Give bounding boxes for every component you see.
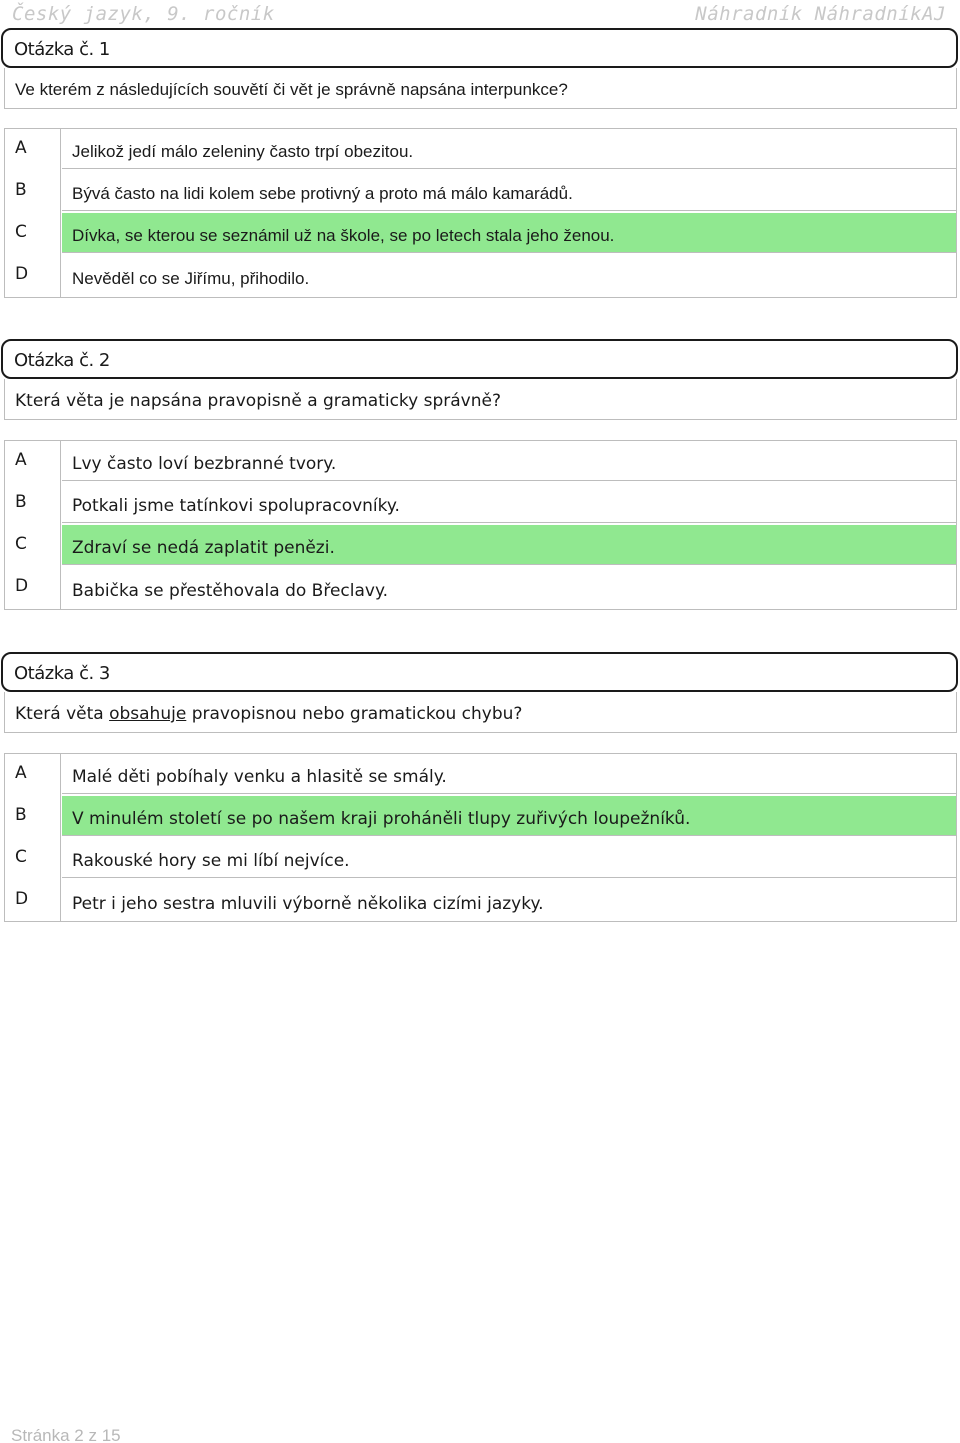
answer-letter: D xyxy=(15,264,29,284)
answer-option-text: Lvy často loví bezbranné tvory. xyxy=(72,454,337,474)
answer-option-correct[interactable] xyxy=(62,213,956,253)
answer-option-text: Petr i jeho sestra mluvili výborně několika cizími jazyky. xyxy=(72,894,544,914)
header-subject: Český jazyk, 9. ročník xyxy=(12,3,275,25)
answer-option[interactable] xyxy=(62,838,956,878)
answer-letter: D xyxy=(15,576,29,596)
answer-letter: A xyxy=(15,763,27,783)
answer-option[interactable] xyxy=(62,483,956,523)
answer-option-correct[interactable] xyxy=(62,796,956,836)
answer-letters xyxy=(5,441,61,609)
answer-letter: C xyxy=(15,534,27,554)
question-title: Otázka č. 1 xyxy=(1,28,958,68)
answer-letter: A xyxy=(15,138,27,158)
answer-letters xyxy=(5,754,61,921)
answer-letter: B xyxy=(15,805,27,825)
answer-option[interactable] xyxy=(62,880,956,920)
answer-letters xyxy=(5,129,61,297)
answer-option-text: Rakouské hory se mi líbí nejvíce. xyxy=(72,851,350,871)
question-text-emphasis: obsahuje xyxy=(109,704,187,724)
question-text: Ve kterém z následujících souvětí či vět je správně napsána interpunkce? xyxy=(4,68,957,109)
answer-table xyxy=(4,128,957,298)
answer-option-text: V minulém století se po našem kraji proháněli tlupy zuřivých loupežníků. xyxy=(72,809,691,829)
header-student-name: Náhradník NáhradníkAJ xyxy=(695,3,946,25)
answer-option-text: Jelikož jedí málo zeleniny často trpí obezitou. xyxy=(72,142,414,161)
answer-option-text: Potkali jsme tatínkovi spolupracovníky. xyxy=(72,496,400,516)
answer-option[interactable] xyxy=(62,129,956,169)
answer-letter: C xyxy=(15,847,27,867)
answer-option[interactable] xyxy=(62,255,956,295)
answer-letter: B xyxy=(15,180,27,200)
answer-option-text: Bývá často na lidi kolem sebe protivný a proto má málo kamarádů. xyxy=(72,184,573,203)
question-text-part: pravopisnou nebo gramatickou chybu? xyxy=(186,704,523,724)
answer-option-text: Malé děti pobíhaly venku a hlasitě se smály. xyxy=(72,767,447,787)
answer-letter: A xyxy=(15,450,27,470)
answer-option-text: Dívka, se kterou se seznámil už na škole, se po letech stala jeho ženou. xyxy=(72,226,615,245)
answer-letter: B xyxy=(15,492,27,512)
page-header xyxy=(0,0,960,28)
answer-table xyxy=(4,440,957,610)
question-title: Otázka č. 3 xyxy=(1,652,958,692)
question-text-part: Která věta xyxy=(15,704,110,724)
answer-option[interactable] xyxy=(62,567,956,607)
answer-option-text: Zdraví se nedá zaplatit penězi. xyxy=(72,538,335,558)
answer-letter: C xyxy=(15,222,27,242)
answer-option[interactable] xyxy=(62,171,956,211)
page-number: Stránka 2 z 15 xyxy=(11,1426,121,1443)
answer-option-correct[interactable] xyxy=(62,525,956,565)
answer-letter: D xyxy=(15,889,29,909)
answer-option[interactable] xyxy=(62,441,956,481)
answer-option[interactable] xyxy=(62,754,956,794)
answer-option-text: Nevěděl co se Jiřímu, přihodilo. xyxy=(72,269,310,288)
answer-option-text: Babička se přestěhovala do Břeclavy. xyxy=(72,581,388,601)
question-text xyxy=(4,692,957,733)
answer-table xyxy=(4,753,957,922)
question-text: Která věta je napsána pravopisně a gramaticky správně? xyxy=(4,379,957,420)
question-title: Otázka č. 2 xyxy=(1,339,958,379)
